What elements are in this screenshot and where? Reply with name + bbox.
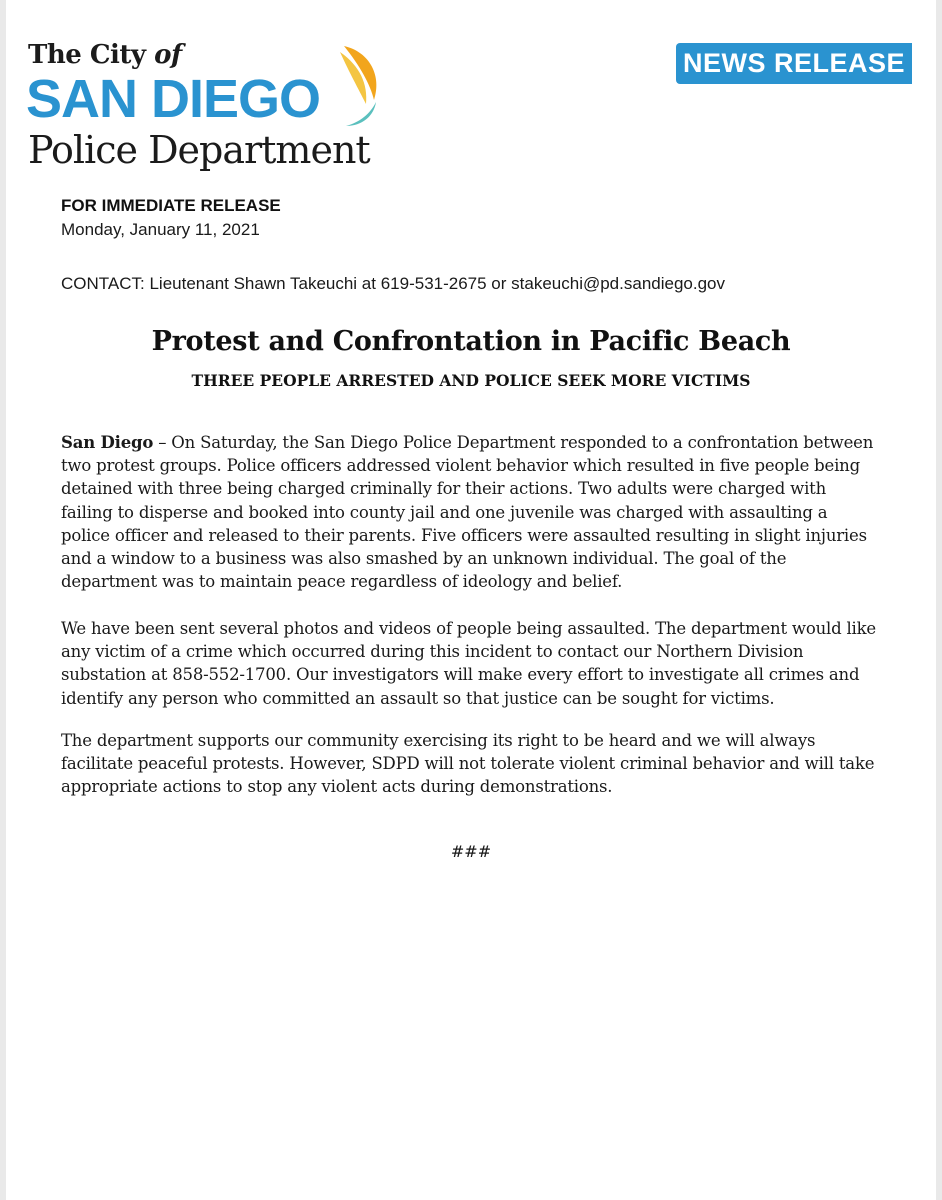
release-date: Monday, January 11, 2021 (61, 220, 260, 239)
paragraph-1-text: – On Saturday, the San Diego Police Department responded to a confrontation between two protest groups. Police officers addressed violent behavior which resulted in five people being detained with three being charged criminally for their actions. Two adults were charged with failing to disperse and booked into county jail and one juvenile was charged with assaulting a police officer and released to their parents. Five officers were assaulted resulting in slight injuries and a window to a business was also smashed by an unknown individual. The goal of the department was to maintain peace regardless of ideology and belief. (61, 433, 874, 592)
headline: Protest and Confrontation in Pacific Beach (151, 326, 791, 357)
end-marks: ### (450, 842, 492, 861)
body-paragraph-3: The department supports our community exercising its right to be heard and we will always facilitate peaceful protests. However, SDPD will not tolerate violent criminal behavior and will take appropriate actions to stop any violent acts during demonstrations. (61, 731, 875, 797)
body-paragraph-2: We have been sent several photos and videos of people being assaulted. The department would like any victim of a crime which occurred during this incident to contact our Northern Division substation at 858-552-1700. Our investigators will make every effort to investigate all crimes and identify any person who committed an assault so that justice can be sought for victims. (61, 619, 877, 708)
subheadline: THREE PEOPLE ARRESTED AND POLICE SEEK MORE VICTIMS (191, 371, 751, 390)
dateline: San Diego (61, 433, 154, 452)
logo-department: Police Department (28, 128, 370, 172)
logo-wordmark: SAN DIEGO (26, 69, 321, 129)
sail-teal-shape (346, 102, 376, 126)
contact-email-link[interactable]: stakeuchi@pd.sandiego.gov (511, 274, 726, 293)
sail-icon (330, 44, 382, 130)
contact-prefix: CONTACT: (61, 274, 150, 293)
news-release-badge: NEWS RELEASE (676, 43, 912, 84)
release-label: FOR IMMEDIATE RELEASE (61, 196, 281, 215)
body-paragraph-1 (61, 431, 881, 593)
logo-city-line: The City of (28, 40, 182, 70)
contact-name-phone: Lieutenant Shawn Takeuchi at 619-531-2675 or (149, 274, 512, 293)
sdpd-logo (28, 38, 388, 178)
contact-line (61, 274, 725, 294)
